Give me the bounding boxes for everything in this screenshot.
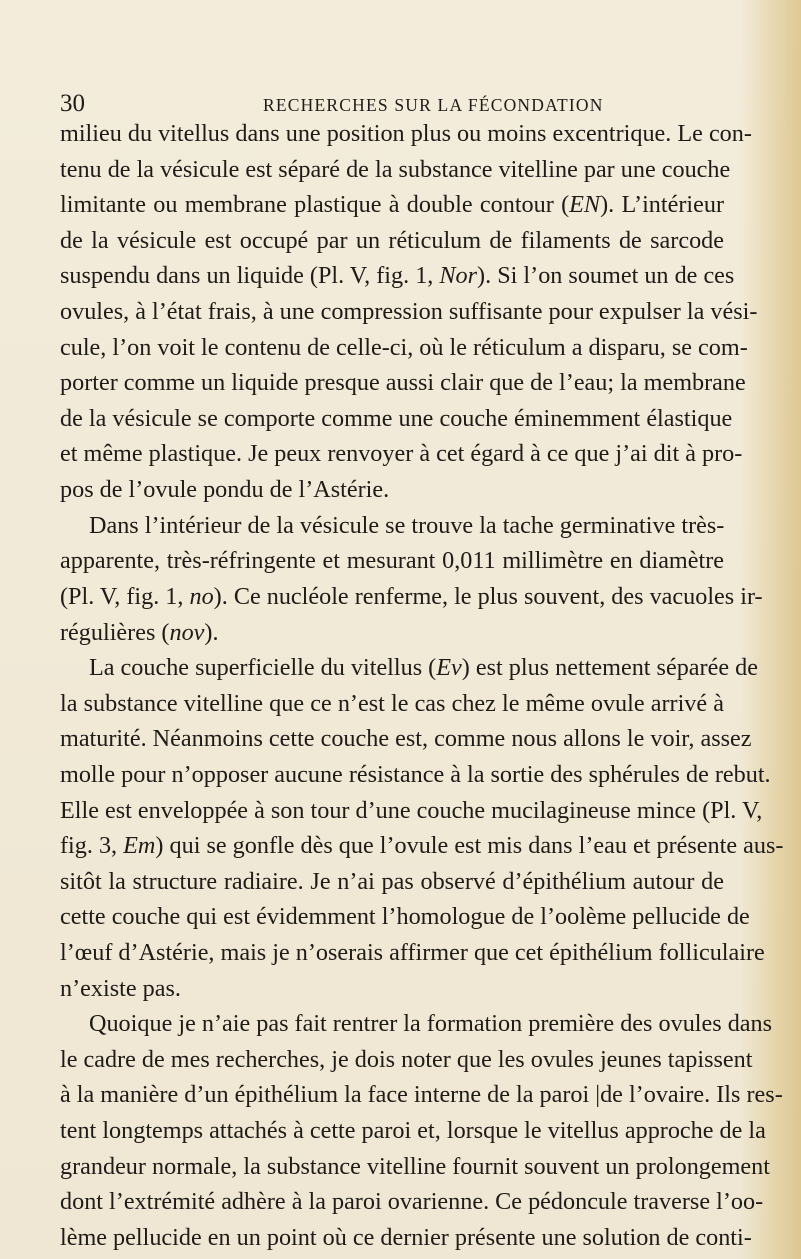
text-line: l’œuf d’Astérie, mais je n’oserais affirmer que cet épithélium folliculaire (60, 939, 765, 967)
text-line: milieu du vitellus dans une position plus ou moins excentrique. Le con- (60, 120, 752, 147)
text-line: limitante ou membrane plastique à double contour (EN). L’intérieur (60, 191, 724, 219)
text-line: cule, l’on voit le contenu de celle-ci, où le réticulum a disparu, se com- (60, 333, 748, 361)
text-line: porter comme un liquide presque aussi clair que de l’eau; la membrane (60, 369, 746, 397)
text-line: de la vésicule se comporte comme une couche éminemment élastique (60, 404, 733, 432)
body-text (60, 116, 784, 1256)
text-line: Elle est enveloppée à son tour d’une couche mucilagineuse mince (Pl. V, (60, 796, 763, 824)
text-line: n’existe pas. (60, 974, 181, 1002)
text-line: tenu de la vésicule est séparé de la substance vitelline par une couche (60, 155, 731, 183)
text-line: suspendu dans un liquide (Pl. V, fig. 1, Nor). Si l’on soumet un de ces (60, 262, 735, 290)
text-line: Dans l’intérieur de la vésicule se trouve la tache germinative très- (89, 511, 725, 539)
text-line: Quoique je n’aie pas fait rentrer la formation première des ovules dans (89, 1010, 773, 1038)
text-line: (Pl. V, fig. 1, no). Ce nucléole renferme, le plus souvent, des vacuoles ir- (60, 582, 763, 610)
page-number: 30 (60, 90, 85, 117)
text-line: maturité. Néanmoins cette couche est, comme nous allons le voir, assez (60, 725, 752, 753)
running-title: RECHERCHES SUR LA FÉCONDATION (263, 95, 604, 115)
text-line: dont l’extrémité adhère à la paroi ovarienne. Ce pédoncule traverse l’oo- (60, 1188, 764, 1216)
text-line: la substance vitelline que ce n’est le cas chez le même ovule arrivé à (60, 689, 724, 717)
text-line: de la vésicule est occupé par un réticulum de filaments de sarcode (60, 226, 724, 254)
text-line: apparente, très-réfringente et mesurant 0,011 millimètre en diamètre (60, 547, 724, 575)
text-line: grandeur normale, la substance vitelline fournit souvent un prolongement (60, 1152, 770, 1180)
text-line: cette couche qui est évidemment l’homologue de l’oolème pellucide de (60, 903, 750, 931)
text-line: tent longtemps attachés à cette paroi et, lorsque le vitellus approche de la (60, 1117, 766, 1145)
text-line: La couche superficielle du vitellus (Ev) est plus nettement séparée de (89, 654, 758, 682)
text-line: le cadre de mes recherches, je dois noter que les ovules jeunes tapissent (60, 1045, 753, 1073)
text-line: sitôt la structure radiaire. Je n’ai pas observé d’épithélium autour de (60, 867, 724, 895)
text-line: molle pour n’opposer aucune résistance à la sortie des sphérules de rebut. (60, 760, 771, 788)
text-line: régulières (nov). (60, 618, 219, 646)
text-line: à la manière d’un épithélium la face interne de la paroi |de l’ovaire. Ils res- (60, 1081, 783, 1109)
text-line: pos de l’ovule pondu de l’Astérie. (60, 476, 390, 504)
text-line: lème pellucide en un point où ce dernier présente une solution de conti- (60, 1223, 752, 1251)
text-line: ovules, à l’état frais, à une compression suffisante pour expulser la vési- (60, 298, 758, 326)
text-line: fig. 3, Em) qui se gonfle dès que l’ovule est mis dans l’eau et présente aus- (60, 832, 784, 860)
text-line: et même plastique. Je peux renvoyer à cet égard à ce que j’ai dit à pro- (60, 440, 743, 468)
page-header (60, 91, 724, 117)
